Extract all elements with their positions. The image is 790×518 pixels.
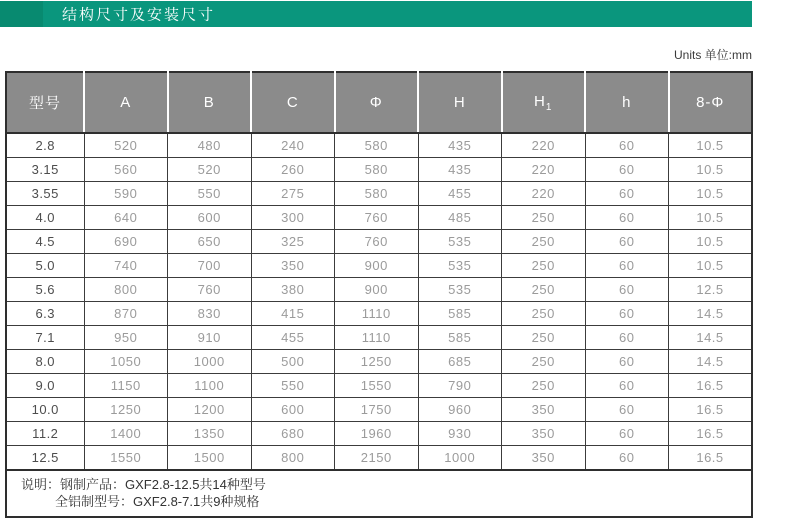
value-cell: 580 — [335, 133, 419, 158]
value-cell: 870 — [84, 302, 168, 326]
value-cell: 740 — [84, 254, 168, 278]
value-cell: 60 — [585, 206, 669, 230]
column-header: 8-Φ — [669, 72, 753, 133]
value-cell: 760 — [168, 278, 252, 302]
value-cell: 250 — [502, 278, 586, 302]
value-cell: 790 — [418, 374, 502, 398]
model-cell: 2.8 — [6, 133, 84, 158]
table-row — [6, 350, 752, 374]
column-header: 型号 — [6, 72, 84, 133]
model-cell: 3.15 — [6, 158, 84, 182]
value-cell: 60 — [585, 254, 669, 278]
value-cell: 950 — [84, 326, 168, 350]
value-cell: 760 — [335, 230, 419, 254]
model-cell: 11.2 — [6, 422, 84, 446]
value-cell: 60 — [585, 446, 669, 471]
value-cell: 60 — [585, 326, 669, 350]
value-cell: 10.5 — [669, 182, 753, 206]
value-cell: 550 — [168, 182, 252, 206]
table-header-row — [6, 72, 752, 133]
note-line-2: 全铝制型号：GXF2.8-7.1共9种规格 — [55, 494, 260, 509]
value-cell: 60 — [585, 182, 669, 206]
value-cell: 535 — [418, 230, 502, 254]
section-title-bar — [0, 1, 752, 27]
value-cell: 1050 — [84, 350, 168, 374]
value-cell: 1750 — [335, 398, 419, 422]
table-row — [6, 182, 752, 206]
value-cell: 350 — [502, 422, 586, 446]
section-title: 结构尺寸及安装尺寸 — [62, 6, 216, 24]
value-cell: 60 — [585, 398, 669, 422]
value-cell: 685 — [418, 350, 502, 374]
value-cell: 60 — [585, 302, 669, 326]
value-cell: 900 — [335, 254, 419, 278]
value-cell: 275 — [251, 182, 335, 206]
value-cell: 1400 — [84, 422, 168, 446]
value-cell: 900 — [335, 278, 419, 302]
spec-table-wrap — [5, 71, 753, 518]
value-cell: 650 — [168, 230, 252, 254]
model-cell: 12.5 — [6, 446, 84, 471]
model-cell: 7.1 — [6, 326, 84, 350]
model-cell: 8.0 — [6, 350, 84, 374]
table-body — [6, 133, 752, 470]
value-cell: 10.5 — [669, 254, 753, 278]
value-cell: 800 — [84, 278, 168, 302]
model-cell: 9.0 — [6, 374, 84, 398]
value-cell: 930 — [418, 422, 502, 446]
table-row — [6, 422, 752, 446]
value-cell: 60 — [585, 350, 669, 374]
value-cell: 1200 — [168, 398, 252, 422]
value-cell: 250 — [502, 254, 586, 278]
value-cell: 1350 — [168, 422, 252, 446]
value-cell: 500 — [251, 350, 335, 374]
value-cell: 535 — [418, 278, 502, 302]
column-header: A — [84, 72, 168, 133]
value-cell: 520 — [168, 158, 252, 182]
value-cell: 690 — [84, 230, 168, 254]
note-box — [5, 471, 753, 518]
value-cell: 16.5 — [669, 374, 753, 398]
spec-table — [5, 71, 753, 471]
model-cell: 6.3 — [6, 302, 84, 326]
value-cell: 415 — [251, 302, 335, 326]
value-cell: 10.5 — [669, 206, 753, 230]
table-row — [6, 446, 752, 471]
value-cell: 350 — [502, 398, 586, 422]
value-cell: 800 — [251, 446, 335, 471]
value-cell: 350 — [251, 254, 335, 278]
value-cell: 220 — [502, 158, 586, 182]
value-cell: 480 — [168, 133, 252, 158]
value-cell: 580 — [335, 182, 419, 206]
value-cell: 1150 — [84, 374, 168, 398]
value-cell: 60 — [585, 133, 669, 158]
value-cell: 60 — [585, 278, 669, 302]
column-header: Φ — [335, 72, 419, 133]
table-row — [6, 254, 752, 278]
note-line-1: 说明：钢制产品：GXF2.8-12.5共14种型号 — [21, 477, 266, 492]
model-cell: 4.0 — [6, 206, 84, 230]
value-cell: 585 — [418, 302, 502, 326]
value-cell: 580 — [335, 158, 419, 182]
value-cell: 960 — [418, 398, 502, 422]
value-cell: 1100 — [168, 374, 252, 398]
value-cell: 1110 — [335, 302, 419, 326]
column-header: h — [585, 72, 669, 133]
table-row — [6, 133, 752, 158]
units-label: Units 单位:mm — [673, 48, 752, 62]
table-row — [6, 302, 752, 326]
value-cell: 12.5 — [669, 278, 753, 302]
column-header: C — [251, 72, 335, 133]
value-cell: 1110 — [335, 326, 419, 350]
value-cell: 14.5 — [669, 302, 753, 326]
value-cell: 16.5 — [669, 446, 753, 471]
value-cell: 435 — [418, 133, 502, 158]
value-cell: 10.5 — [669, 230, 753, 254]
value-cell: 585 — [418, 326, 502, 350]
value-cell: 60 — [585, 422, 669, 446]
value-cell: 250 — [502, 374, 586, 398]
value-cell: 600 — [168, 206, 252, 230]
value-cell: 1500 — [168, 446, 252, 471]
table-row — [6, 278, 752, 302]
value-cell: 60 — [585, 158, 669, 182]
value-cell: 910 — [168, 326, 252, 350]
value-cell: 520 — [84, 133, 168, 158]
value-cell: 760 — [335, 206, 419, 230]
value-cell: 250 — [502, 326, 586, 350]
value-cell: 680 — [251, 422, 335, 446]
value-cell: 350 — [502, 446, 586, 471]
value-cell: 250 — [502, 350, 586, 374]
value-cell: 830 — [168, 302, 252, 326]
model-cell: 10.0 — [6, 398, 84, 422]
value-cell: 700 — [168, 254, 252, 278]
value-cell: 325 — [251, 230, 335, 254]
table-row — [6, 206, 752, 230]
value-cell: 10.5 — [669, 133, 753, 158]
value-cell: 1960 — [335, 422, 419, 446]
value-cell: 590 — [84, 182, 168, 206]
table-row — [6, 158, 752, 182]
value-cell: 260 — [251, 158, 335, 182]
value-cell: 250 — [502, 302, 586, 326]
value-cell: 380 — [251, 278, 335, 302]
value-cell: 435 — [418, 158, 502, 182]
model-cell: 3.55 — [6, 182, 84, 206]
value-cell: 250 — [502, 230, 586, 254]
value-cell: 640 — [84, 206, 168, 230]
table-row — [6, 326, 752, 350]
value-cell: 2150 — [335, 446, 419, 471]
table-row — [6, 398, 752, 422]
model-cell: 4.5 — [6, 230, 84, 254]
value-cell: 60 — [585, 230, 669, 254]
value-cell: 485 — [418, 206, 502, 230]
column-header: $H_1$ — [502, 72, 586, 133]
value-cell: 220 — [502, 133, 586, 158]
value-cell: 10.5 — [669, 158, 753, 182]
title-bar-accent — [0, 1, 43, 27]
value-cell: 300 — [251, 206, 335, 230]
model-cell: 5.0 — [6, 254, 84, 278]
value-cell: 14.5 — [669, 326, 753, 350]
value-cell: 560 — [84, 158, 168, 182]
model-cell: 5.6 — [6, 278, 84, 302]
value-cell: 250 — [502, 206, 586, 230]
value-cell: 1000 — [168, 350, 252, 374]
value-cell: 16.5 — [669, 422, 753, 446]
value-cell: 1250 — [335, 350, 419, 374]
value-cell: 1250 — [84, 398, 168, 422]
column-header: H — [418, 72, 502, 133]
table-header — [6, 72, 752, 133]
value-cell: 550 — [251, 374, 335, 398]
value-cell: 455 — [418, 182, 502, 206]
value-cell: 60 — [585, 374, 669, 398]
value-cell: 1000 — [418, 446, 502, 471]
value-cell: 1550 — [335, 374, 419, 398]
value-cell: 535 — [418, 254, 502, 278]
value-cell: 16.5 — [669, 398, 753, 422]
column-header: B — [168, 72, 252, 133]
table-row — [6, 374, 752, 398]
value-cell: 14.5 — [669, 350, 753, 374]
value-cell: 220 — [502, 182, 586, 206]
value-cell: 240 — [251, 133, 335, 158]
value-cell: 600 — [251, 398, 335, 422]
value-cell: 1550 — [84, 446, 168, 471]
table-row — [6, 230, 752, 254]
value-cell: 455 — [251, 326, 335, 350]
